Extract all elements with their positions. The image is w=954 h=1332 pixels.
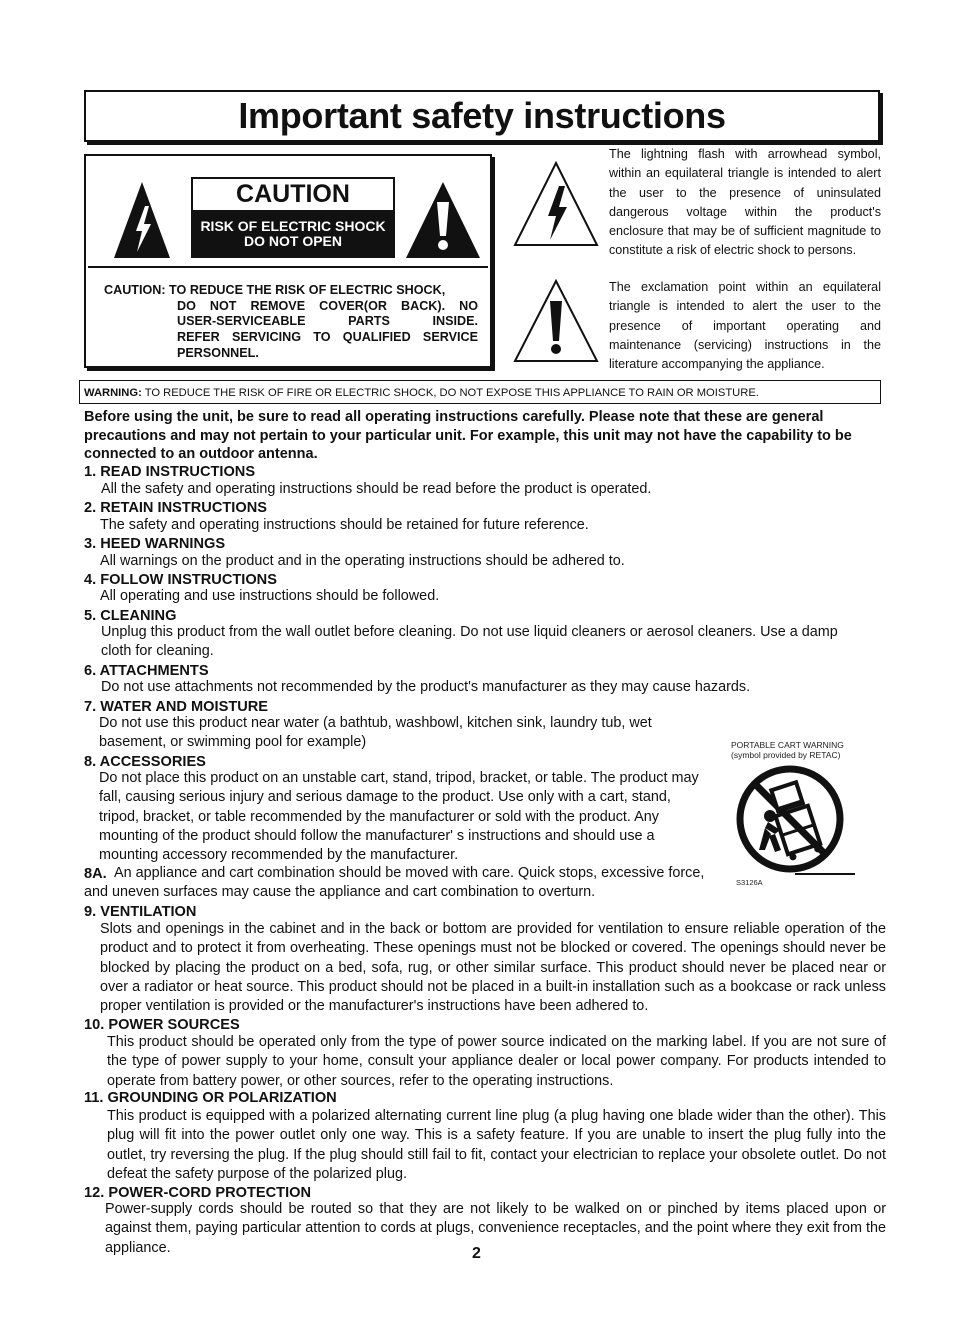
section-text: Unplug this product from the wall outlet before cleaning. Do not use liquid cleaners or aerosol cleaners. Use a damp cloth for cleaning. <box>101 624 838 660</box>
page-title: Important safety instructions <box>238 95 726 136</box>
section-heading: 9. VENTILATION <box>84 904 197 920</box>
caution-label: CAUTION <box>191 177 395 210</box>
caution-sub-line2: DO NOT OPEN <box>243 233 342 249</box>
page-number: 2 <box>472 1245 481 1262</box>
section-text: Power-supply cords should be routed so that they are not likely to be walked on or pinched by items placed upon or against them, paying particular attention to cords at plugs, convenience receptacles, and the point where they exit from the appliance. <box>105 1201 886 1256</box>
warning-text: TO REDUCE THE RISK OF FIRE OR ELECTRIC SHOCK, DO NOT EXPOSE THIS APPLIANCE TO RAIN OR MOISTURE. <box>144 387 759 399</box>
section-heading: 5. CLEANING <box>84 608 177 624</box>
section-heading: 12. POWER-CORD PROTECTION <box>84 1185 312 1201</box>
cart-caption-line1: PORTABLE CART WARNING <box>731 740 844 750</box>
section-text: Do not use this product near water (a bathtub, washbowl, kitchen sink, laundry tub, wet basement, or swimming pool for example) <box>99 715 652 751</box>
section-heading: 3. HEED WARNINGS <box>84 536 226 552</box>
section-heading: 6. ATTACHMENTS <box>84 663 209 679</box>
caution-text-lead: CAUTION: TO REDUCE THE RISK OF ELECTRIC SHOCK, <box>104 283 446 297</box>
section-heading: 10. POWER SOURCES <box>84 1017 240 1033</box>
caution-header <box>88 158 488 268</box>
section-text: This product should be operated only from the type of power source indicated on the marking label. If you are not sure of the type of power supply to your home, consult your appliance dealer or local power company. For products intended to operate from battery power, or other sources, refer to the operating instructions. <box>107 1034 886 1089</box>
section-text: The safety and operating instructions should be retained for future reference. <box>100 517 589 533</box>
cart-caption-line2: (symbol provided by RETAC) <box>731 750 841 760</box>
section-text: Slots and openings in the cabinet and in the back or bottom are provided for ventilation to ensure reliable operation of the product and to protect it from overheating. These openings must not be blocked or covered. The openings should never be blocked by placing the product on a bed, sofa, rug, or other similar surface. This product should never be placed near or over a radiator or heat source. This product should not be placed in a built-in installation such as a bookcase or rack unless proper ventilation is provided or the manufacturer's instructions have been adhered to. <box>100 921 886 1015</box>
section-text: This product is equipped with a polarized alternating current line plug (a plug having one blade wider than the other). This plug will fit into the power outlet only one way. This is a safety feature. If you are unable to insert the plug fully into the outlet, try reversing the plug. If the plug should still fail to fit, contact your electrician to replace your obsolete outlet. Do not defeat the safety purpose of the polarized plug. <box>107 1108 886 1182</box>
section-text: All operating and use instructions should be followed. <box>100 588 440 604</box>
warning-label: WARNING: <box>84 387 142 399</box>
section-text: An appliance and cart combination should be moved with care. Quick stops, excessive force, and uneven surfaces may cause the appliance and cart combination to overturn. <box>84 865 705 901</box>
caution-subtitle <box>191 210 395 258</box>
cart-symbol-code: S3126A <box>736 878 763 887</box>
section-text: All the safety and operating instructions should be read before the product is operated. <box>101 481 652 497</box>
lightning-triangle-icon <box>114 182 170 258</box>
title-box <box>84 90 880 142</box>
intro-paragraph: Before using the unit, be sure to read all operating instructions carefully. Please note that these are general precautions and may not pertain to your particular unit. For example, this unit may not have the capability to be connected to an outdoor antenna. <box>84 409 852 462</box>
section-text: All warnings on the product and in the operating instructions should be adhered to. <box>100 553 625 569</box>
caution-text-line: USER-SERVICEABLE PARTS INSIDE. <box>177 314 478 329</box>
section-text: Do not use attachments not recommended by the product's manufacturer as they may cause hazards. <box>101 679 751 695</box>
exclamation-symbol-text: The exclamation point within an equilateral triangle is intended to alert the user to the presence of important operating and maintenance (servicing) instructions in the literature accompanying the appliance. <box>609 280 881 372</box>
cart-warning-caption <box>731 740 844 760</box>
lightning-triangle-outline-icon <box>512 160 600 248</box>
caution-panel <box>84 154 492 368</box>
section-heading: 2. RETAIN INSTRUCTIONS <box>84 500 267 516</box>
caution-text-line: REFER SERVICING TO QUALIFIED SERVICE <box>177 330 478 345</box>
warning-box <box>79 380 881 404</box>
section-heading: 4. FOLLOW INSTRUCTIONS <box>84 572 277 588</box>
section-heading: 8A. <box>84 866 107 882</box>
section-heading: 8. ACCESSORIES <box>84 754 206 770</box>
caution-sub-line1: RISK OF ELECTRIC SHOCK <box>200 218 386 234</box>
exclamation-triangle-icon <box>406 182 480 258</box>
cart-tipover-icon <box>735 764 857 878</box>
section-heading: 7. WATER AND MOISTURE <box>84 699 269 715</box>
section-text: Do not place this product on an unstable cart, stand, tripod, bracket, or table. The product may fall, causing serious injury and serious damage to the product. Use only with a cart, stand, tripod, bracket, or table recommended by the manufacturer or sold with the product. Any mounting of the product should follow the manufacturer' s instructions and should use a mounting accessory recommended by the manufacturer. <box>99 770 699 864</box>
section-heading: 1. READ INSTRUCTIONS <box>84 464 256 480</box>
caution-text-line: DO NOT REMOVE COVER(OR BACK). NO <box>177 298 478 313</box>
lightning-symbol-text: The lightning flash with arrowhead symbol, within an equilateral triangle is intended to alert the user to the presence of uninsulated dangerous voltage within the product's enclosure that may be of sufficient magnitude to constitute a risk of electric shock to persons. <box>609 147 881 258</box>
section-heading: 11. GROUNDING OR POLARIZATION <box>84 1090 337 1106</box>
caution-text-line: PERSONNEL. <box>177 345 259 360</box>
caution-text <box>104 283 478 362</box>
exclamation-triangle-outline-icon <box>512 278 600 364</box>
